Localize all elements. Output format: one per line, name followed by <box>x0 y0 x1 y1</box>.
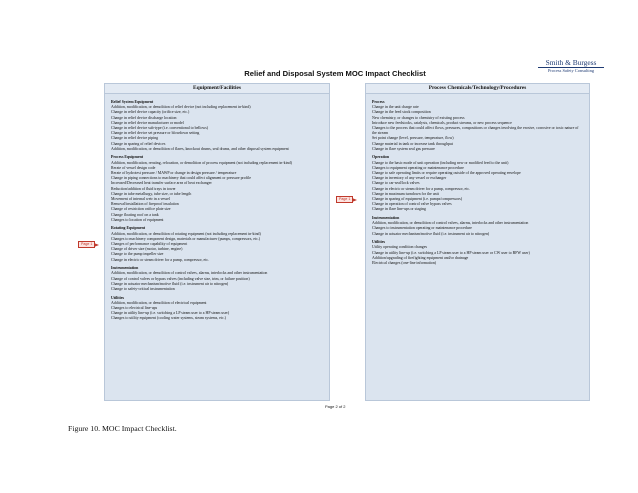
checklist-item: Change in flare line-ups or staging <box>372 207 426 212</box>
checklist-item: Changes to machinery component design, materials or manufacturer (pumps, compressors, etc.) <box>111 236 261 241</box>
company-logo <box>536 58 606 74</box>
checklist-item: Changes to utility equipment (cooling water systems, steam systems, etc.) <box>111 316 226 321</box>
checklist-item: Utility operating condition changes <box>372 245 427 250</box>
checklist-item: Rerate of vessel design code <box>111 165 156 170</box>
page-reference-marker[interactable]: Page 1 <box>78 241 95 248</box>
checklist-item: Addition, modification, or demolition of relief device (not including replacement in-kind) <box>111 105 251 110</box>
checklist-item: Change in flare system seal gas pressure <box>372 146 435 151</box>
checklist-item: Change to the pump impeller size <box>111 252 164 257</box>
checklist-section <box>372 100 584 152</box>
logo-subtitle: Process Safety Consulting <box>547 68 595 73</box>
checklist-item: Changes to location of equipment <box>111 217 164 222</box>
checklist-item: Addition, modification, or demolition of rotating equipment (not including replacement in-kind) <box>111 231 261 236</box>
checklist-item: Addition, modification, or demolition of flares, knockout drums, seal drums, and other disposal system equipment <box>111 146 289 151</box>
checklist-item: Change of restriction orifice plate size <box>111 207 171 212</box>
checklist-section <box>111 226 324 262</box>
checklist-item: Change in actuator mechanism/motive fluid (i.e. instrument air to nitrogen) <box>111 281 229 286</box>
section-title: Utilities <box>372 240 385 245</box>
checklist-item: Change in actuator mechanism/motive fluid (i.e. instrument air to nitrogen) <box>372 231 490 236</box>
checklist-item: Change in piping connections to machinery that could affect alignment or pressure profile <box>111 176 251 181</box>
checklist-item: Change floating roof on a tank <box>111 212 159 217</box>
checklist-item: Change in relief device manufacturer or model <box>111 120 184 125</box>
checklist-item: Change in relief device set pressure or blowdown setting <box>111 131 200 136</box>
checklist-item: Change in operation of control valve bypass valves <box>372 202 452 207</box>
checklist-item: Changes to the process that could affect flows, pressures, compositions or changes involving the erosive, corrosive or toxic nature of the stream <box>372 126 579 136</box>
checklist-item: Addition, modification, or demolition of control valves, alarms, interlocks and other instrumentation <box>372 221 529 226</box>
checklist-item: New chemistry, or changes to chemistry of existing process <box>372 115 465 120</box>
checklist-section <box>372 240 584 266</box>
checklist-item: Change to car-seal/lock valves <box>372 181 420 186</box>
checklist-item: Introduce new feedstocks, catalysts, chemicals, product streams, or new process sequence <box>372 120 512 125</box>
checklist-item: Electrical changes (one-line information) <box>372 261 437 266</box>
panel-body <box>105 94 329 322</box>
checklist-item: Change to the basic mode of unit operation (including new or modified feed to the unit) <box>372 160 509 165</box>
checklist-item: Change in tube metallurgy, tube size, or tube length <box>111 191 192 196</box>
checklist-item: Change in sparing of equipment (i.e. pumps/compressors) <box>372 197 463 202</box>
checklist-item: Change in utility line-up (i.e. switching a LP steam user to a HP steam user or CW user to BFW user) <box>372 250 530 255</box>
checklist-section <box>372 216 584 237</box>
checklist-item: Change in utility line-up (i.e. switching a LP steam user to a HP steam user) <box>111 311 230 316</box>
checklist-item: Movement of internal weir in a vessel <box>111 197 170 202</box>
checklist-item: Set point change (level, pressure, temperature, flow) <box>372 136 454 141</box>
section-title: Process Equipment <box>111 155 144 160</box>
checklist-section <box>111 155 324 223</box>
equipment-facilities-panel <box>104 83 330 401</box>
section-title: Rotating Equipment <box>111 226 146 231</box>
checklist-item: Change in relief device piping <box>111 136 159 141</box>
section-title: Process <box>372 100 385 104</box>
checklist-item: Change in relief device discharge location <box>111 115 177 120</box>
checklist-item: Change in relief device capacity (orifice size, etc.) <box>111 110 190 115</box>
checklist-item: Change material in tank or increase tank throughput <box>372 141 453 146</box>
page-reference-marker[interactable]: Page 1 <box>336 196 353 203</box>
checklist-item: Increased/Decreased heat transfer surface area of heat exchanger <box>111 181 212 186</box>
panel-header: Process Chemicals/Technology/Procedures <box>366 84 589 94</box>
checklist-item: Addition/upgrading of firefighting equipment and/or drainage <box>372 255 469 260</box>
checklist-item: Changes to electrical line-ups <box>111 306 158 311</box>
checklist-item: Change in maximum turndown for the unit <box>372 191 439 196</box>
checklist-item: Addition, modification, rerating, relocation, or demolition of process equipment (not including replacement in-kind) <box>111 160 292 165</box>
section-title: Utilities <box>111 295 124 300</box>
checklist-item: Addition, modification, or demolition of control valves, alarms, interlocks and other instrumentation <box>111 271 268 276</box>
checklist-item: Change in the unit charge rate <box>372 105 419 110</box>
checklist-item: Change in electric or steam driver for a pump, compressor, etc. <box>372 186 471 191</box>
section-title: Relief System Equipment <box>111 100 154 104</box>
checklist-section <box>111 296 324 322</box>
checklist-item: Rerate of hydrotest pressure / MAWP or change in design pressure / temperature <box>111 171 237 176</box>
checklist-item: Change in inventory of any vessel or exchanger <box>372 176 447 181</box>
logo-name: Smith & Burgess <box>545 58 597 67</box>
page-number: Page 2 of 2 <box>325 404 346 409</box>
checklist-section <box>111 266 324 292</box>
figure-caption: Figure 10. MOC Impact Checklist. <box>68 424 177 433</box>
section-title: Operation <box>372 155 390 160</box>
checklist-item: Change in electric or steam driver for a pump, compressor, etc. <box>111 257 210 262</box>
section-title: Instrumentation <box>372 216 400 221</box>
process-chemicals-panel <box>365 83 590 401</box>
checklist-section <box>372 155 584 212</box>
panel-body <box>366 94 589 266</box>
checklist-section <box>111 100 324 152</box>
checklist-item: Change in the feed stock composition <box>372 110 431 115</box>
checklist-item: Changes of performance capability of equipment <box>111 242 188 247</box>
checklist-item: Change in relief device sub-type (i.e. conventional to bellows) <box>111 126 209 131</box>
section-title: Instrumentation <box>111 266 139 271</box>
checklist-item: Reduction/addition of fluid trays in tower <box>111 186 176 191</box>
checklist-item: Changes to equipment operating or maintenance procedure <box>372 165 464 170</box>
checklist-item: Change of driver size (motor, turbine, engine) <box>111 247 183 252</box>
document-title: Relief and Disposal System MOC Impact Checklist <box>244 69 426 78</box>
checklist-item: Change in sparing of relief devices <box>111 141 166 146</box>
checklist-item: Changes to instrumentation operating or maintenance procedure <box>372 226 472 231</box>
checklist-item: Change of control valves or bypass valves (including valve size, trim, or failure position) <box>111 276 250 281</box>
checklist-item: Removal/installation of fireproof insulation <box>111 202 179 207</box>
checklist-item: Change to safe operating limits or require operating outside of the approved operating envelope <box>372 171 521 176</box>
checklist-item: Change to safety-critical instrumentation <box>111 287 175 292</box>
checklist-item: Addition, modification, or demolition of electrical equipment <box>111 300 207 305</box>
panel-header: Equipment/Facilities <box>105 84 329 94</box>
